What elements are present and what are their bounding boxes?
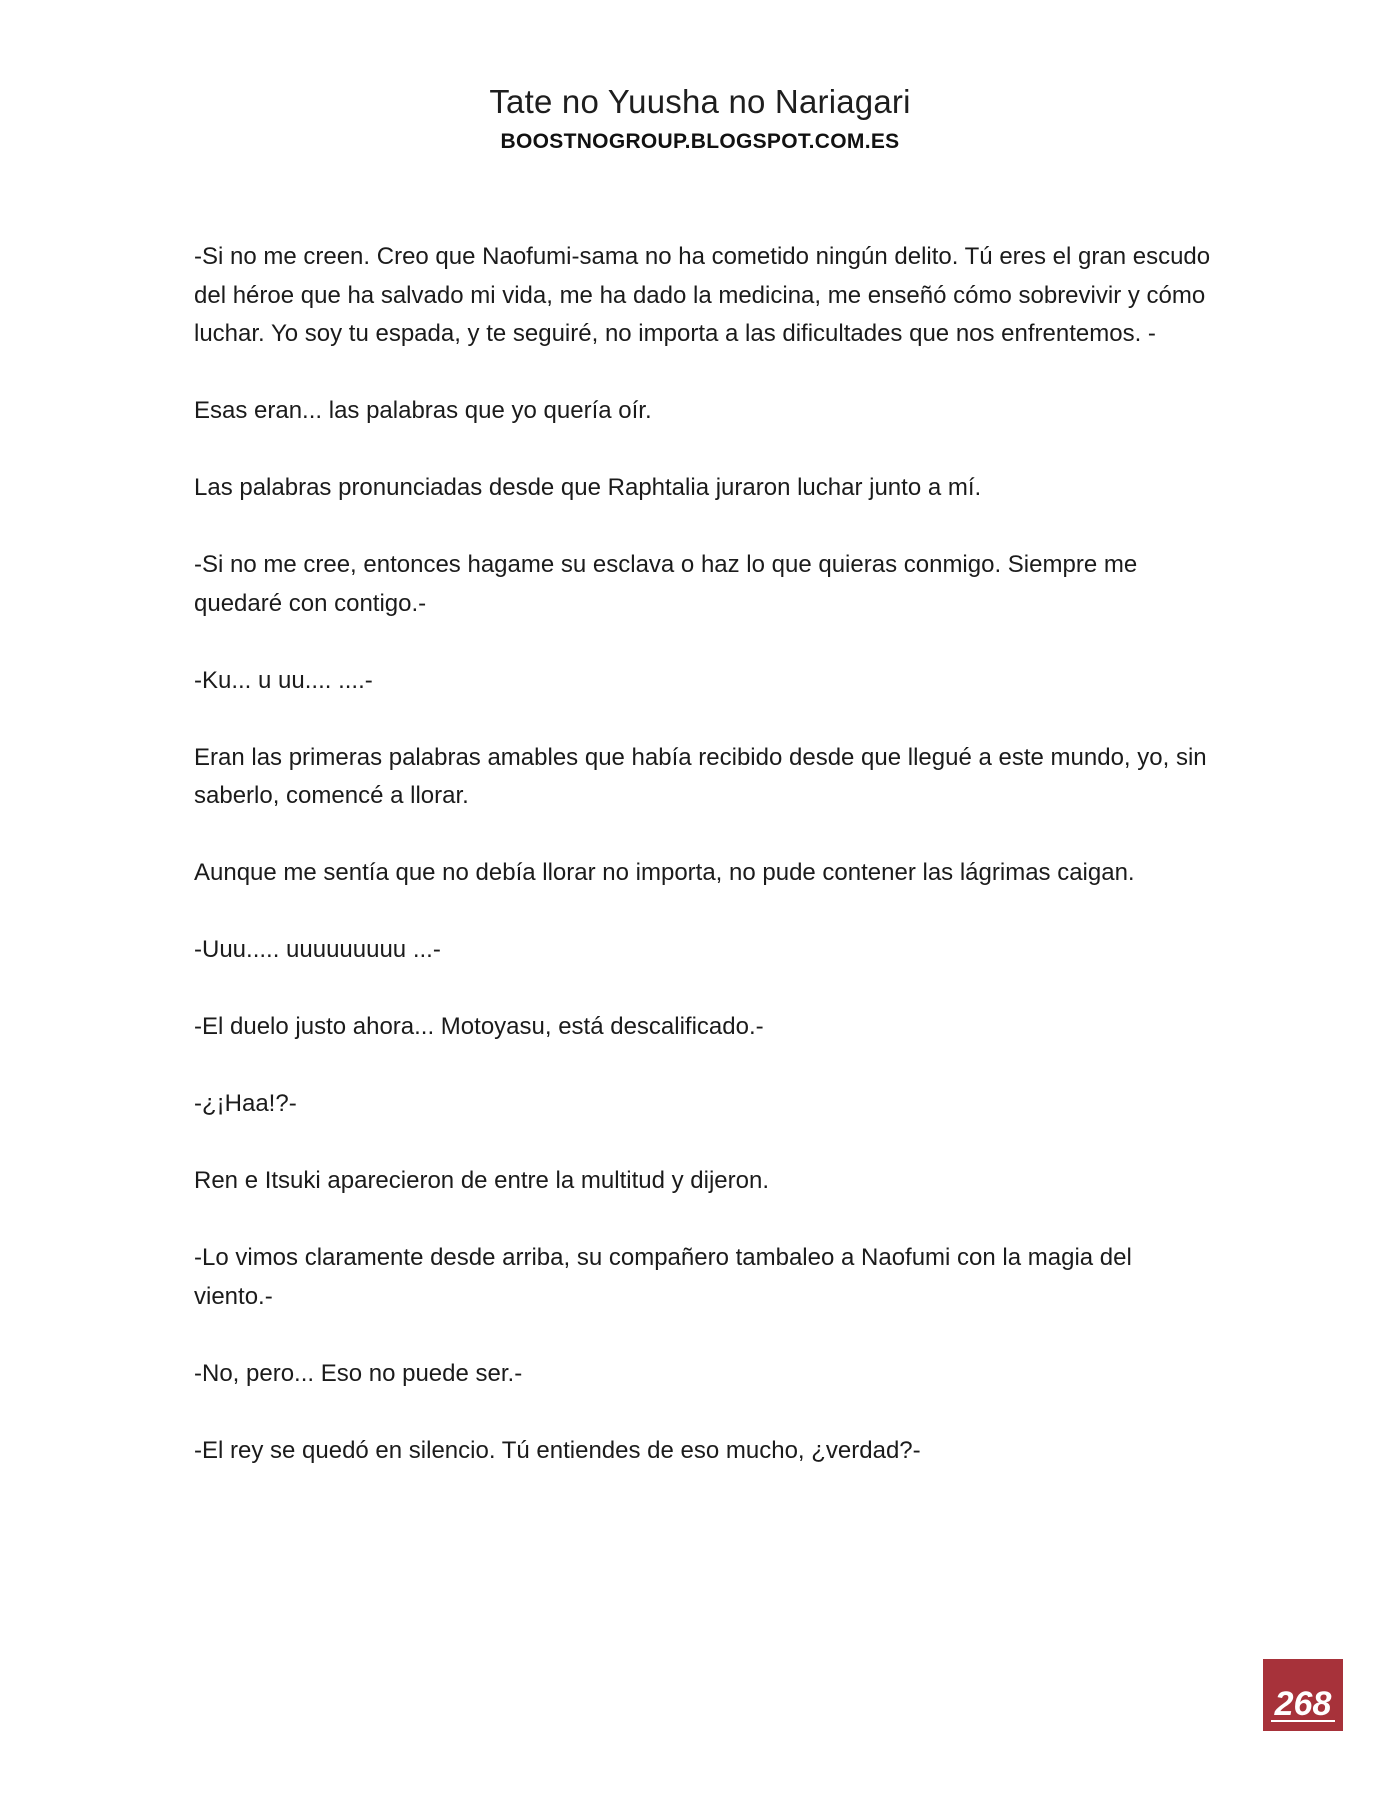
paragraph: -Ku... u uu.... ....- [194, 666, 373, 694]
paragraph: Esas eran... las palabras que yo quería oír. [194, 397, 652, 424]
paragraph: Ren e Itsuki aparecieron de entre la multitud y dijeron. [194, 1167, 769, 1194]
paragraph: -Si no me cree, entonces hagame su esclava o haz lo que quieras conmigo. Siempre me quedaré con contigo.- [194, 551, 1138, 617]
paragraph: Eran las primeras palabras amables que había recibido desde que llegué a este mundo, yo, sin saberlo, comencé a llorar. [194, 743, 1207, 809]
paragraph: -Uuu..... uuuuuuuuu ...- [194, 936, 441, 963]
body-text [194, 238, 1214, 1509]
paragraph: -Si no me creen. Creo que Naofumi-sama no ha cometido ningún delito. Tú eres el gran escudo del héroe que ha salvado mi vida, me ha dado la medicina, me enseñó cómo sobrevivir y cómo luchar. Yo soy tu espada, y te seguiré, no importa a las dificultades que nos enfrentemos. - [194, 243, 1211, 347]
paragraph: Aunque me sentía que no debía llorar no importa, no pude contener las lágrimas caigan. [194, 859, 1135, 886]
page-number: 268 [1271, 1688, 1336, 1722]
paragraph: -No, pero... Eso no puede ser.- [194, 1359, 523, 1387]
paragraph: -¿¡Haa!?- [194, 1090, 297, 1117]
paragraph: -El duelo justo ahora... Motoyasu, está descalificado.- [194, 1013, 764, 1040]
paragraph: -El rey se quedó en silencio. Tú entiendes de eso mucho, ¿verdad?- [194, 1436, 921, 1464]
paragraph: -Lo vimos claramente desde arriba, su compañero tambaleo a Naofumi con la magia del viento.- [194, 1244, 1132, 1310]
site-url: BOOSTNOGROUP.BLOGSPOT.COM.ES [500, 130, 900, 153]
page-number-badge [1263, 1659, 1343, 1731]
paragraph: Las palabras pronunciadas desde que Raphtalia juraron luchar junto a mí. [194, 474, 982, 501]
page-header [0, 82, 1400, 156]
book-title: Tate no Yuusha no Nariagari [489, 83, 911, 120]
